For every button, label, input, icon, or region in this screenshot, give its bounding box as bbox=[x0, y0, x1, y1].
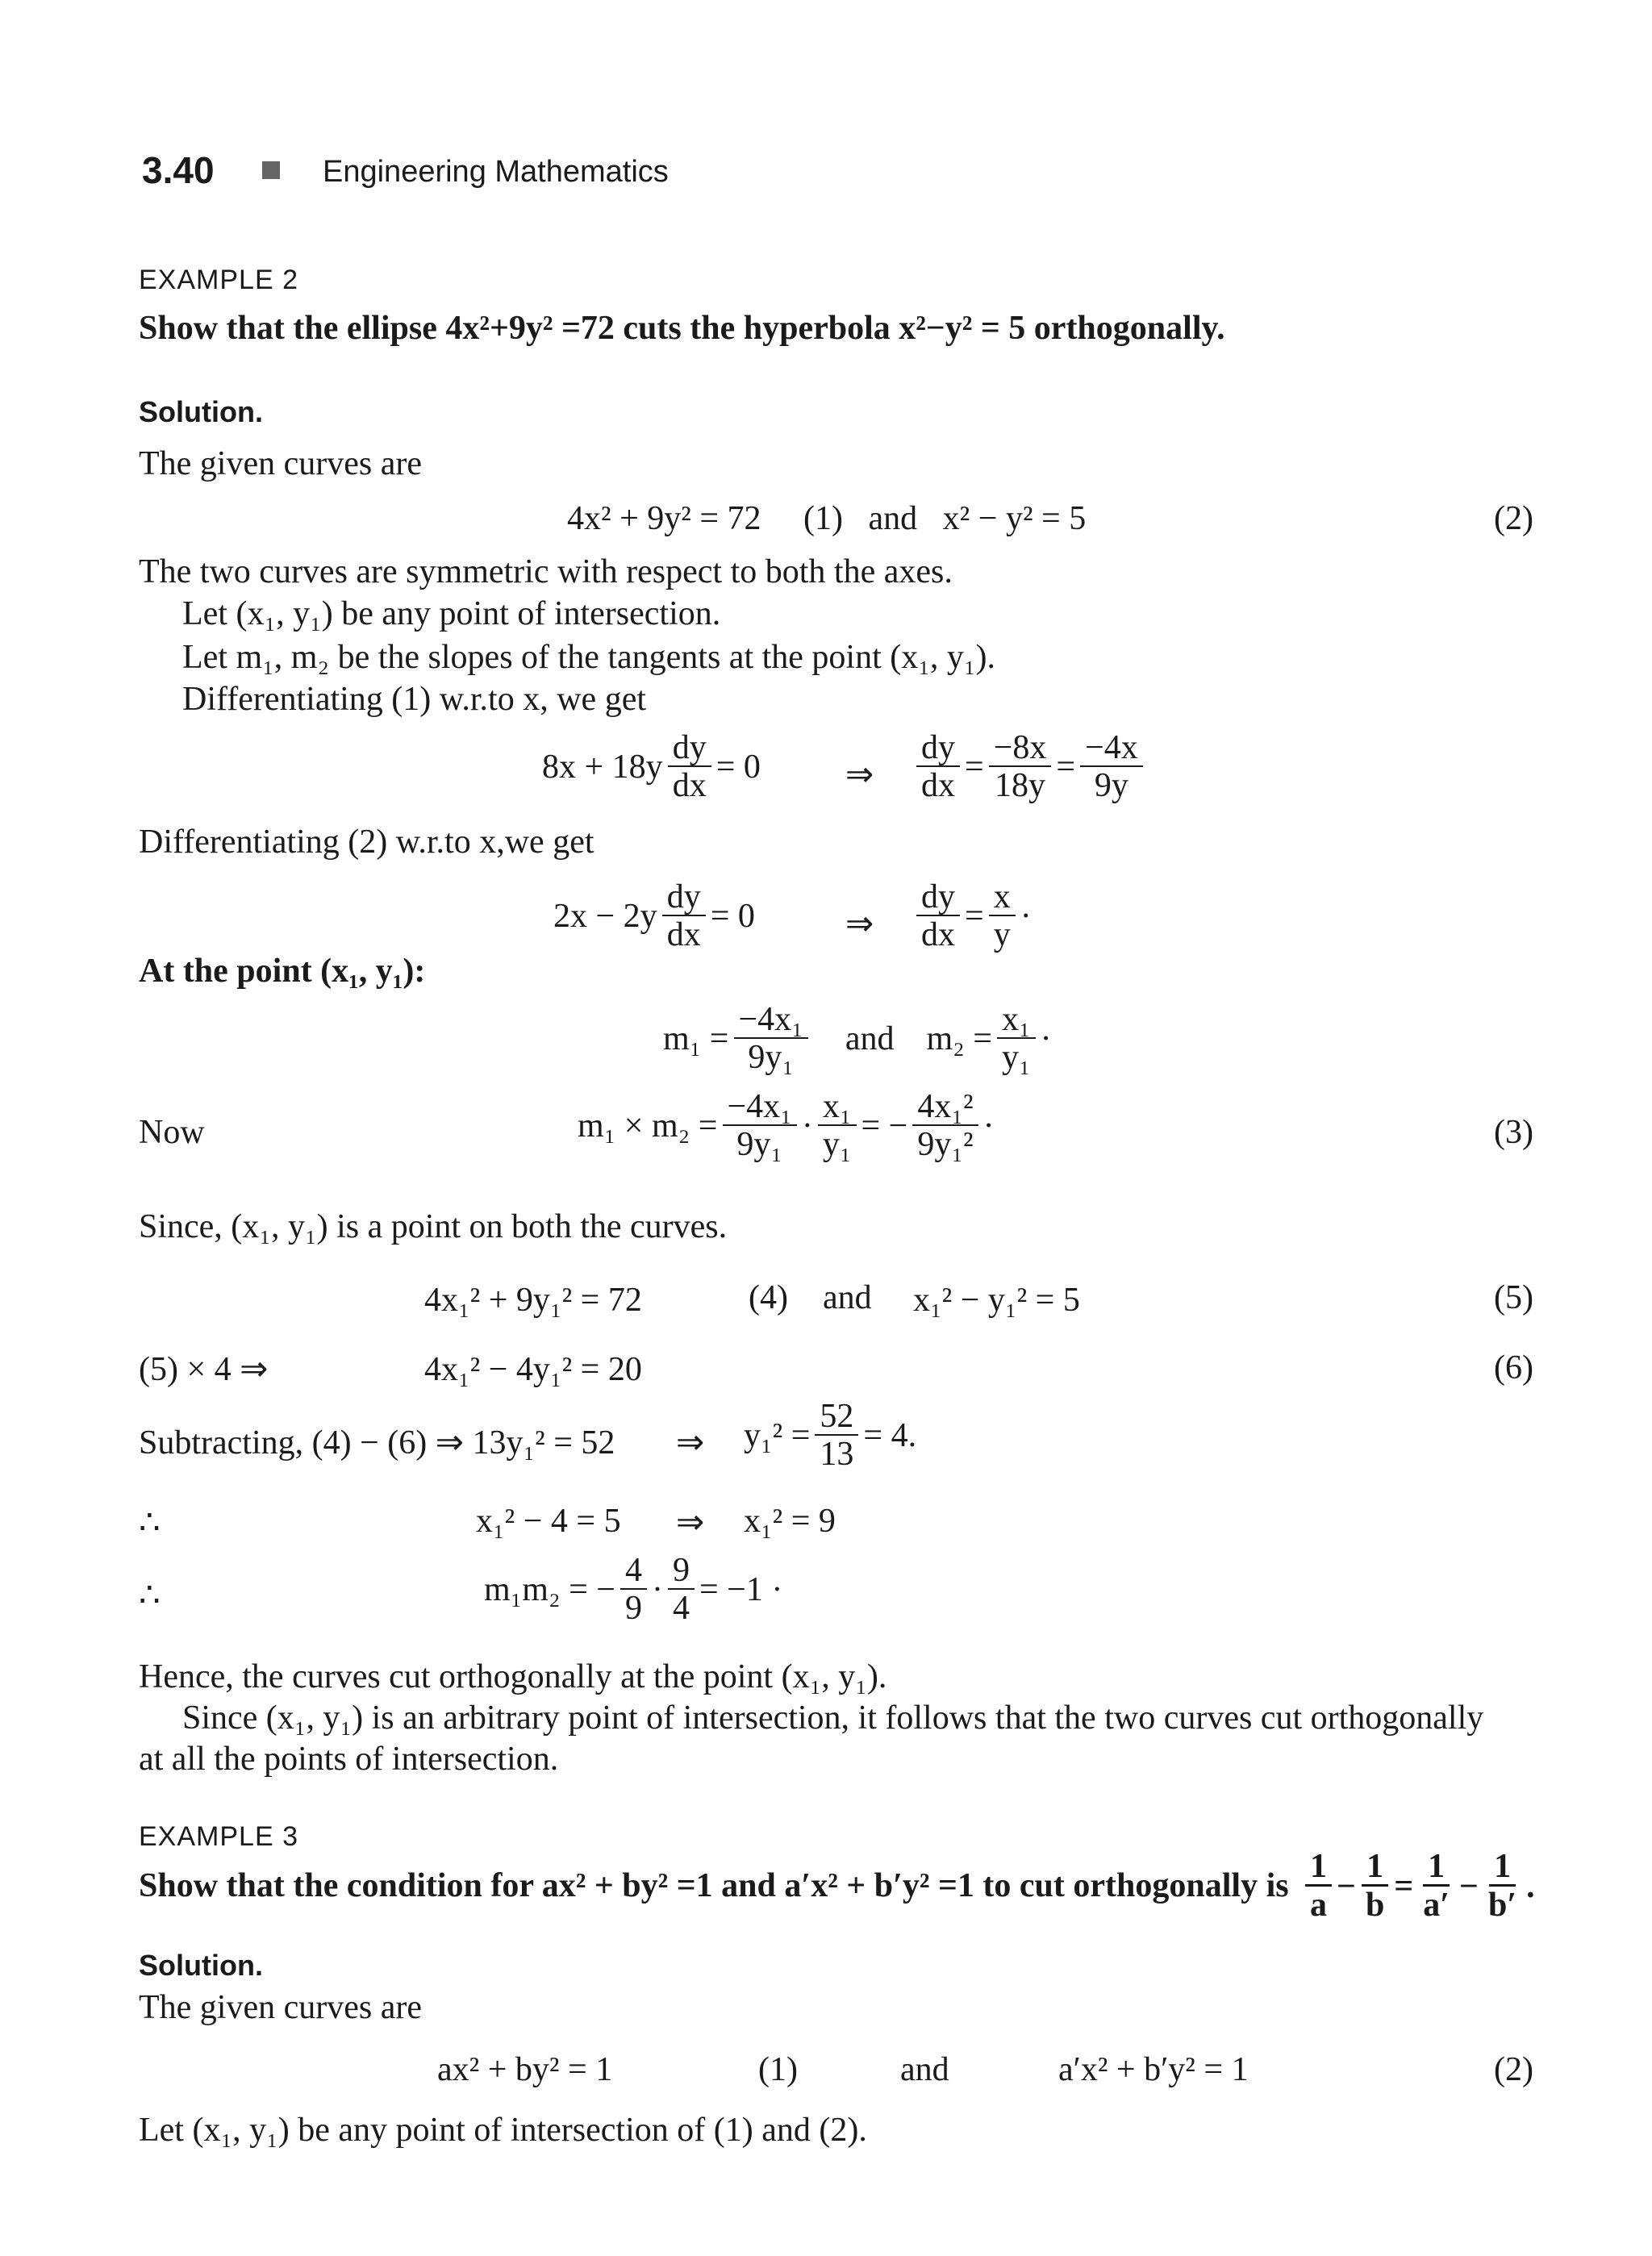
frac-num: x bbox=[989, 879, 1016, 916]
let-slopes-text: Let m₁, m₂ be the slopes of the tangents at the point (x₁, y₁). bbox=[182, 639, 996, 676]
m2-fraction bbox=[997, 1002, 1036, 1076]
frac-den: 13 bbox=[820, 1436, 854, 1474]
let-point-text: Let (x₁, y₁) be any point of intersection. bbox=[182, 595, 721, 632]
symmetric-text: The two curves are symmetric with respect to both the axes. bbox=[139, 553, 953, 590]
cond-fraction-3 bbox=[1418, 1849, 1454, 1924]
y-sq-lhs: y₁² = bbox=[744, 1417, 811, 1455]
frac-num: 4x₁² bbox=[912, 1089, 978, 1126]
frac-num: 1 bbox=[1423, 1849, 1450, 1887]
product-equation: m₁ × m₂ = $\frac{\text{−4x₁}}{\text{9y₁}}$ · $\frac{\text{x₁}}{\text{y₁}}$ = − $\frac{\text{4x₁²}}{\text{9y₁²}}$ · bbox=[578, 1088, 995, 1164]
diff1-lhs-post: = 0 bbox=[715, 749, 761, 786]
product-fraction-1 bbox=[723, 1089, 797, 1163]
frac-den: dx bbox=[921, 916, 955, 954]
frac-den: 9y₁² bbox=[917, 1126, 974, 1164]
frac-den: 9y bbox=[1094, 767, 1128, 805]
equation-tag: (2) bbox=[1494, 2051, 1533, 2088]
m1m2-equation: m₁m₂ = − $\frac{4}{9}$ · $\frac{9}{4}$ = −1 · bbox=[484, 1552, 783, 1628]
product-fraction-3 bbox=[912, 1089, 978, 1163]
at-point-heading: At the point (x₁, y₁): bbox=[139, 953, 426, 990]
y-squared-equation bbox=[744, 1399, 916, 1473]
diff1-lhs bbox=[542, 730, 761, 804]
cond-fraction-1 bbox=[1305, 1849, 1332, 1924]
product-lhs: m₁ × m₂ = bbox=[578, 1107, 718, 1145]
frac-den: 4 bbox=[673, 1590, 690, 1628]
equation-tag: (6) bbox=[1494, 1349, 1533, 1387]
curves-equation: 4x² + 9y² = 72 (1) and x² − y² = 5 bbox=[567, 500, 1087, 537]
slope-fraction-1 bbox=[989, 730, 1052, 804]
example-2-statement: Show that the ellipse 4x²+9y² =72 cuts the hyperbola x²−y² = 5 orthogonally. bbox=[139, 310, 1225, 347]
cond-fraction-4 bbox=[1483, 1849, 1521, 1924]
equation-tag: (2) bbox=[1494, 500, 1533, 537]
mm-fraction-1 bbox=[620, 1553, 647, 1627]
cond-fraction-2 bbox=[1361, 1849, 1389, 1924]
equation-6: 4x₁² − 4y₁² = 20 bbox=[424, 1351, 642, 1388]
frac-num: −8x bbox=[989, 730, 1052, 767]
frac-num: 52 bbox=[815, 1399, 858, 1436]
frac-den: 9y₁ bbox=[748, 1039, 794, 1077]
frac-num: x₁ bbox=[997, 1002, 1036, 1039]
frac-num: x₁ bbox=[818, 1089, 857, 1126]
frac-num: 1 bbox=[1305, 1849, 1332, 1887]
diff1-lhs-pre: 8x + 18y bbox=[542, 749, 663, 786]
since-arbitrary-text-2: at all the points of intersection. bbox=[139, 1741, 559, 1778]
product-fraction-2 bbox=[818, 1089, 857, 1163]
frac-den: a bbox=[1310, 1887, 1327, 1924]
hence-text: Hence, the curves cut orthogonally at the point (x₁, y₁). bbox=[139, 1658, 887, 1695]
frac-num: −4x₁ bbox=[723, 1089, 797, 1126]
frac-num: 1 bbox=[1489, 1849, 1516, 1887]
diff2-lhs-post: = 0 bbox=[710, 898, 755, 936]
orthogonal-condition: $\frac{1}{a}$ − $\frac{1}{b}$ = $\frac{1}{a'}$ − $\frac{1}{b'}$ . bbox=[1300, 1849, 1535, 1924]
x-squared-result: x₁² = 9 bbox=[744, 1503, 836, 1540]
mm-fraction-2 bbox=[668, 1553, 695, 1627]
frac-num: −4x bbox=[1080, 730, 1143, 767]
y-sq-rhs: = 4. bbox=[863, 1417, 917, 1455]
frac-num: 9 bbox=[668, 1553, 695, 1590]
equation-tag: (3) bbox=[1494, 1114, 1533, 1151]
implies-symbol: ⇒ bbox=[845, 757, 874, 794]
equation-4: 4x₁² + 9y₁² = 72 bbox=[424, 1282, 642, 1319]
mm-lhs: m₁m₂ = − bbox=[484, 1571, 615, 1609]
differentiating-2-text: Differentiating (2) w.r.to x,we get bbox=[139, 824, 594, 861]
subtracting-line: Subtracting, (4) − (6) ⇒ 13y₁² = 52 bbox=[139, 1424, 615, 1462]
frac-den: 18y bbox=[995, 767, 1046, 805]
m1-fraction bbox=[734, 1002, 808, 1076]
solution-label: Solution. bbox=[139, 1949, 263, 1982]
implies-symbol: ⇒ bbox=[676, 1424, 705, 1462]
diff2-lhs-pre: 2x − 2y bbox=[553, 898, 657, 936]
equation-tag: (5) bbox=[1494, 1279, 1533, 1316]
diff2-rhs: $\frac{dy}{dx}$ = $\frac{x}{y}$ · bbox=[912, 879, 1032, 953]
and-text: and bbox=[823, 1279, 872, 1316]
page-number: 3.40 bbox=[142, 149, 215, 191]
intro-text: The given curves are bbox=[139, 1989, 422, 2026]
mm-rhs: = −1 · bbox=[699, 1571, 783, 1609]
frac-den: b bbox=[1365, 1887, 1385, 1924]
therefore-symbol: ∴ bbox=[139, 1504, 161, 1541]
equation-tag: (4) bbox=[749, 1279, 788, 1316]
frac-den: y₁ bbox=[822, 1126, 852, 1164]
frac-den: dx bbox=[921, 767, 955, 805]
frac-den: y₁ bbox=[1002, 1039, 1031, 1077]
slope-fraction-2 bbox=[1080, 730, 1143, 804]
times-4-text: (5) × 4 ⇒ bbox=[139, 1351, 269, 1388]
implies-symbol: ⇒ bbox=[845, 906, 874, 943]
frac-den: y bbox=[993, 916, 1011, 954]
frac-den: dx bbox=[666, 916, 701, 954]
x-over-y-fraction bbox=[989, 879, 1016, 953]
diff2-lhs bbox=[553, 879, 755, 953]
intro-text: The given curves are bbox=[139, 445, 422, 482]
and-text: and bbox=[900, 2051, 949, 2088]
frac-num: 1 bbox=[1362, 1849, 1388, 1887]
frac-num: 4 bbox=[620, 1553, 647, 1590]
dy-dx-fraction bbox=[662, 879, 706, 953]
differentiating-1-text: Differentiating (1) w.r.to x, we get bbox=[182, 681, 646, 718]
frac-num: dy bbox=[916, 879, 960, 916]
equation-5: x₁² − y₁² = 5 bbox=[913, 1282, 1080, 1319]
solution-label: Solution. bbox=[139, 395, 263, 428]
ex3-equation-1: ax² + by² = 1 bbox=[437, 2051, 613, 2088]
since-arbitrary-text: Since (x₁, y₁) is an arbitrary point of intersection, it follows that the two curves cut orthogonally bbox=[182, 1699, 1484, 1737]
example-2-label: EXAMPLE 2 bbox=[139, 265, 298, 295]
dy-dx-fraction bbox=[916, 730, 960, 804]
implies-symbol: ⇒ bbox=[676, 1504, 705, 1541]
example-3-statement: Show that the condition for ax² + by² =1 and a′x² + b′y² =1 to cut orthogonally is bbox=[139, 1867, 1289, 1904]
now-text: Now bbox=[139, 1114, 205, 1151]
since-point-text: Since, (x₁, y₁) is a point on both the curves. bbox=[139, 1208, 728, 1245]
y-sq-fraction bbox=[815, 1399, 858, 1473]
frac-den: b′ bbox=[1487, 1887, 1517, 1924]
frac-num: dy bbox=[668, 730, 711, 767]
frac-den: 9y₁ bbox=[736, 1126, 782, 1164]
equation-tag: (1) bbox=[758, 2051, 798, 2088]
slopes-line: m₁ = $\frac{\text{−4x₁}}{\text{9y₁}}$ and m₂ = $\frac{\text{x₁}}{\text{y₁}}$ · bbox=[663, 1001, 1052, 1077]
ex3-equation-2: a′x² + b′y² = 1 bbox=[1058, 2051, 1249, 2088]
dy-dx-fraction bbox=[668, 730, 711, 804]
header-square-icon bbox=[262, 161, 280, 179]
x-equation: x₁² − 4 = 5 bbox=[476, 1503, 621, 1540]
frac-den: dx bbox=[672, 767, 707, 805]
diff1-rhs: $\frac{dy}{dx}$ = $\frac{-8x}{18y}$ = $\frac{-4x}{9y}$ bbox=[912, 730, 1148, 804]
m1-lhs: m₁ = bbox=[663, 1020, 729, 1058]
frac-num: −4x₁ bbox=[734, 1002, 808, 1039]
frac-num: dy bbox=[662, 879, 706, 916]
book-title: Engineering Mathematics bbox=[323, 155, 669, 189]
dy-dx-fraction bbox=[916, 879, 960, 953]
frac-den: 9 bbox=[625, 1590, 642, 1628]
frac-num: dy bbox=[916, 730, 960, 767]
example-3-label: EXAMPLE 3 bbox=[139, 1821, 298, 1852]
product-eq: = − bbox=[861, 1107, 908, 1145]
and-text: and bbox=[845, 1020, 895, 1058]
let-point-text: Let (x₁, y₁) be any point of intersection of (1) and (2). bbox=[139, 2112, 867, 2149]
m2-lhs: m₂ = bbox=[926, 1020, 992, 1058]
therefore-symbol: ∴ bbox=[139, 1577, 161, 1614]
frac-den: a′ bbox=[1423, 1887, 1450, 1924]
